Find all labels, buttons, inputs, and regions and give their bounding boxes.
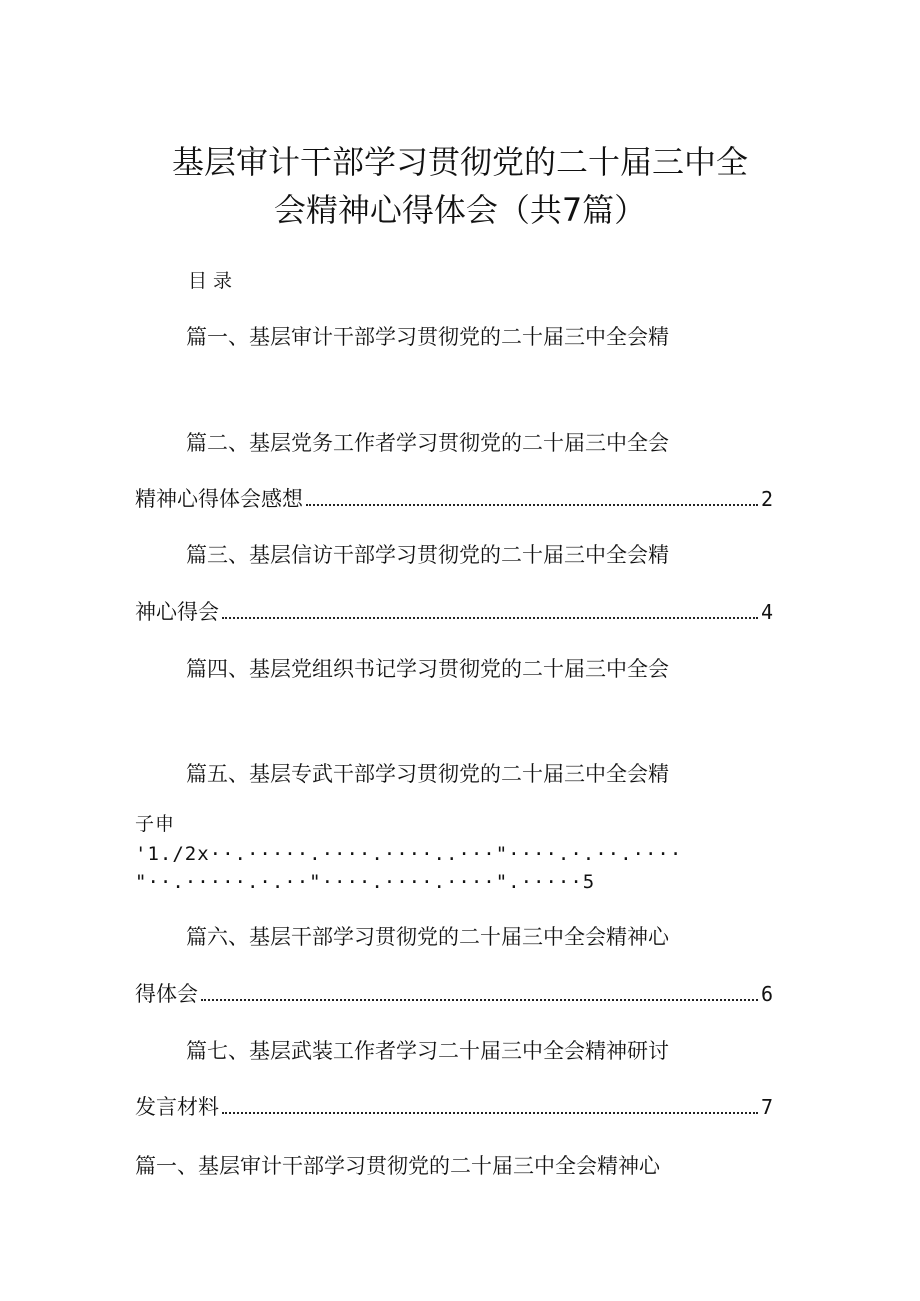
toc-entry-6-text: 得体会 [135,982,198,1006]
document-title-line-2: 会精神心得体会（共7篇） [273,191,647,229]
toc-entry-3-continuation[interactable] [135,598,773,626]
toc-entry-7[interactable]: 篇七、基层武装工作者学习二十届三中全会精神研讨 [186,1039,669,1063]
dot-leader [222,617,758,619]
toc-entry-1[interactable]: 篇一、基层审计干部学习贯彻党的二十届三中全会精 [186,325,669,349]
toc-entry-6[interactable]: 篇六、基层干部学习贯彻党的二十届三中全会精神心 [186,925,669,949]
dot-leader [306,504,758,506]
toc-entry-7-page: 7 [760,1095,773,1119]
toc-entry-2-page: 2 [760,487,773,511]
toc-entry-3-text: 神心得会 [135,600,219,624]
dot-leader [222,1112,758,1114]
toc-entry-5-ocr-leader-1: '1./2x··.·····.····.····..···"····.·.··.···· [135,843,683,865]
dot-leader [201,999,758,1001]
toc-entry-3-page: 4 [760,600,773,624]
toc-entry-7-text: 发言材料 [135,1095,219,1119]
body-section-heading: 篇一、基层审计干部学习贯彻党的二十届三中全会精神心 [135,1154,660,1178]
toc-entry-2-text: 精神心得体会感想 [135,487,303,511]
toc-entry-6-page: 6 [760,982,773,1006]
toc-entry-5[interactable]: 篇五、基层专武干部学习贯彻党的二十届三中全会精 [186,762,669,786]
toc-entry-5-ocr-fragment: 子申 [135,813,176,835]
toc-entry-4[interactable]: 篇四、基层党组织书记学习贯彻党的二十届三中全会 [186,657,669,681]
toc-entry-6-continuation[interactable] [135,980,773,1008]
document-title-line-1: 基层审计干部学习贯彻党的二十届三中全 [171,143,748,181]
toc-heading: 目录 [188,270,239,292]
toc-entry-3[interactable]: 篇三、基层信访干部学习贯彻党的二十届三中全会精 [186,543,669,567]
toc-entry-5-ocr-leader-2: "··.·····.·.··"····.····.····".·····5 [135,871,596,893]
toc-entry-2-continuation[interactable] [135,485,773,513]
toc-entry-7-continuation[interactable] [135,1093,773,1121]
toc-entry-2[interactable]: 篇二、基层党务工作者学习贯彻党的二十届三中全会 [186,431,669,455]
